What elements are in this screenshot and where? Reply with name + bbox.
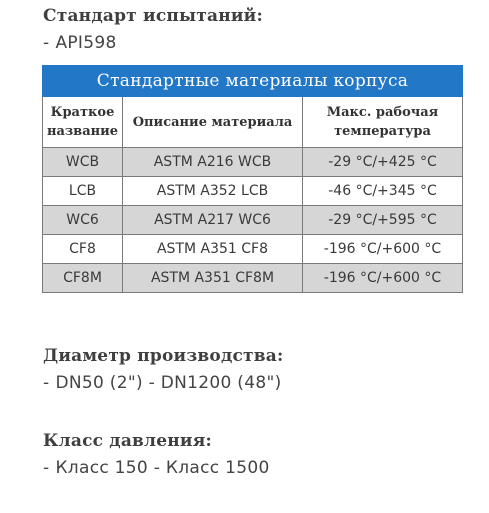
- cell-max-temp: -196 °C/+600 °C: [303, 235, 463, 264]
- cell-max-temp: -29 °C/+425 °C: [303, 148, 463, 177]
- cell-short-name: CF8: [43, 235, 123, 264]
- materials-table: [42, 65, 463, 293]
- bullet-dash: -: [43, 373, 50, 393]
- pressure-text: Класс 150 - Класс 1500: [55, 458, 270, 478]
- bullet-dash: -: [43, 33, 50, 53]
- bullet-dash: -: [43, 458, 50, 478]
- cell-short-name: LCB: [43, 177, 123, 206]
- diameter-heading: Диаметр производства:: [43, 346, 284, 366]
- cell-max-temp: -46 °C/+345 °C: [303, 177, 463, 206]
- test-standard-text: API598: [55, 33, 117, 53]
- test-standard-value: [43, 33, 117, 53]
- table-row: [43, 177, 463, 206]
- pressure-heading: Класс давления:: [43, 431, 212, 451]
- cell-description: ASTM A352 LCB: [123, 177, 303, 206]
- cell-short-name: WCB: [43, 148, 123, 177]
- test-standard-heading: Стандарт испытаний:: [43, 6, 263, 26]
- diameter-text: DN50 (2") - DN1200 (48"): [55, 373, 282, 393]
- table-row: [43, 206, 463, 235]
- table-row: [43, 235, 463, 264]
- table-row: [43, 264, 463, 293]
- table-title: Стандартные материалы корпуса: [43, 66, 463, 97]
- column-header-max-temp: Макс. рабочая температура: [303, 97, 463, 148]
- cell-short-name: CF8M: [43, 264, 123, 293]
- cell-max-temp: -196 °C/+600 °C: [303, 264, 463, 293]
- diameter-value: [43, 373, 282, 393]
- pressure-value: [43, 458, 270, 478]
- cell-short-name: WC6: [43, 206, 123, 235]
- cell-description: ASTM A217 WC6: [123, 206, 303, 235]
- column-header-short-name: Краткое название: [43, 97, 123, 148]
- table-row: [43, 148, 463, 177]
- column-header-description: Описание материала: [123, 97, 303, 148]
- cell-description: ASTM A351 CF8: [123, 235, 303, 264]
- cell-max-temp: -29 °C/+595 °C: [303, 206, 463, 235]
- cell-description: ASTM A216 WCB: [123, 148, 303, 177]
- cell-description: ASTM A351 CF8M: [123, 264, 303, 293]
